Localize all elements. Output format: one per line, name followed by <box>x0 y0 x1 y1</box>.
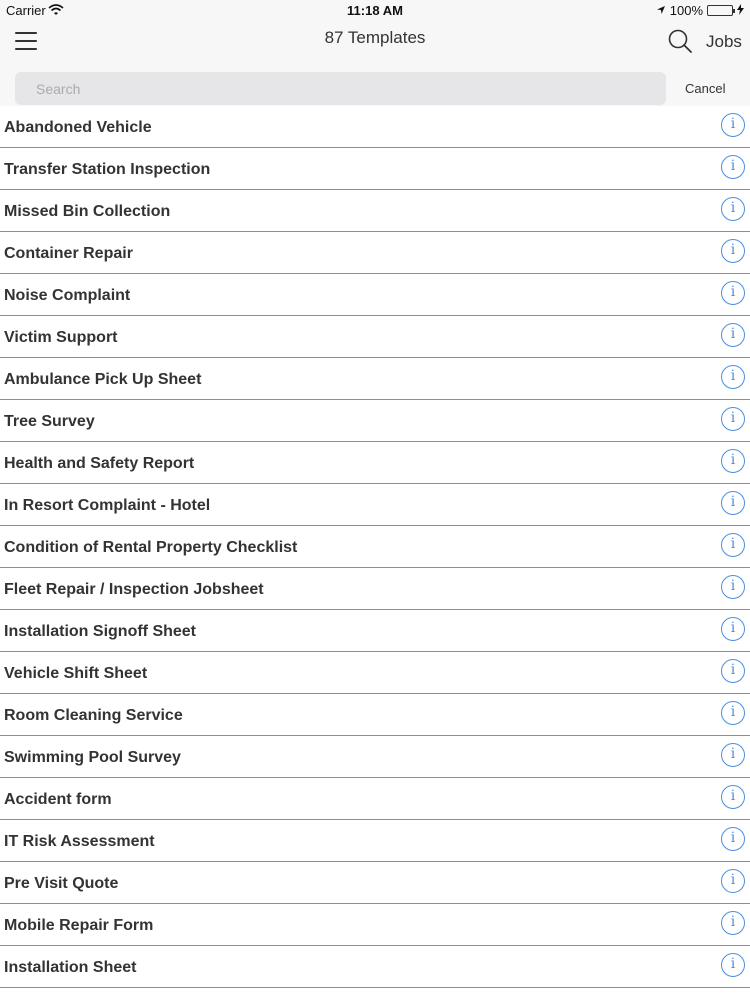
info-icon[interactable]: i <box>721 911 745 935</box>
template-name: In Resort Complaint - Hotel <box>4 497 211 514</box>
info-icon[interactable]: i <box>721 575 745 599</box>
template-name: Vehicle Shift Sheet <box>4 665 148 682</box>
status-bar <box>0 0 750 22</box>
hamburger-menu-icon[interactable] <box>15 32 37 50</box>
search-icon[interactable] <box>666 28 694 56</box>
template-row[interactable] <box>0 442 750 484</box>
template-name: Victim Support <box>4 329 118 346</box>
template-row[interactable] <box>0 610 750 652</box>
info-icon[interactable]: i <box>721 323 745 347</box>
template-row[interactable] <box>0 568 750 610</box>
menu-line <box>15 48 37 50</box>
template-name: Abandoned Vehicle <box>4 119 152 136</box>
template-row[interactable] <box>0 862 750 904</box>
template-row[interactable] <box>0 904 750 946</box>
info-icon[interactable]: i <box>721 155 745 179</box>
info-icon[interactable]: i <box>721 869 745 893</box>
template-name: Installation Signoff Sheet <box>4 623 197 640</box>
template-name: Ambulance Pick Up Sheet <box>4 371 202 388</box>
template-row[interactable] <box>0 526 750 568</box>
template-name: Swimming Pool Survey <box>4 749 181 766</box>
template-name: Transfer Station Inspection <box>4 161 211 178</box>
location-arrow-icon <box>656 3 666 18</box>
info-icon[interactable]: i <box>721 449 745 473</box>
template-name: Installation Sheet <box>4 959 137 976</box>
template-name: Fleet Repair / Inspection Jobsheet <box>4 581 264 598</box>
info-icon[interactable]: i <box>721 407 745 431</box>
template-name: Missed Bin Collection <box>4 203 171 220</box>
template-name: Pre Visit Quote <box>4 875 119 892</box>
template-row[interactable] <box>0 148 750 190</box>
info-icon[interactable]: i <box>721 281 745 305</box>
info-icon[interactable]: i <box>721 491 745 515</box>
menu-line <box>15 40 37 42</box>
page-title: 87 Templates <box>324 28 426 47</box>
template-list <box>0 106 750 988</box>
info-icon[interactable]: i <box>721 827 745 851</box>
template-row[interactable] <box>0 946 750 988</box>
template-name: Accident form <box>4 791 112 808</box>
template-row[interactable] <box>0 694 750 736</box>
template-row[interactable] <box>0 316 750 358</box>
template-name: Health and Safety Report <box>4 455 195 472</box>
carrier-label: Carrier <box>6 3 46 18</box>
template-name: Condition of Rental Property Checklist <box>4 539 298 556</box>
info-icon[interactable]: i <box>721 533 745 557</box>
template-name: Container Repair <box>4 245 133 262</box>
template-name: Tree Survey <box>4 413 95 430</box>
navigation-bar <box>0 22 750 62</box>
battery-icon <box>707 5 733 16</box>
template-row[interactable] <box>0 652 750 694</box>
template-name: IT Risk Assessment <box>4 833 155 850</box>
template-row[interactable] <box>0 232 750 274</box>
jobs-button[interactable]: Jobs <box>706 32 742 51</box>
template-name: Room Cleaning Service <box>4 707 183 724</box>
info-icon[interactable]: i <box>721 239 745 263</box>
template-name: Noise Complaint <box>4 287 131 304</box>
template-row[interactable] <box>0 736 750 778</box>
template-row[interactable] <box>0 820 750 862</box>
info-icon[interactable]: i <box>721 365 745 389</box>
template-row[interactable] <box>0 274 750 316</box>
info-icon[interactable]: i <box>721 617 745 641</box>
cancel-button[interactable]: Cancel <box>685 81 726 96</box>
info-icon[interactable]: i <box>721 743 745 767</box>
template-row[interactable] <box>0 484 750 526</box>
battery-percent: 100% <box>669 3 703 18</box>
search-bar <box>0 62 750 112</box>
info-icon[interactable]: i <box>721 113 745 137</box>
search-input[interactable] <box>15 72 666 105</box>
info-icon[interactable]: i <box>721 953 745 977</box>
info-icon[interactable]: i <box>721 701 745 725</box>
template-row[interactable] <box>0 106 750 148</box>
info-icon[interactable]: i <box>721 197 745 221</box>
menu-line <box>15 32 37 34</box>
template-row[interactable] <box>0 778 750 820</box>
template-name: Mobile Repair Form <box>4 917 154 934</box>
clock: 11:18 AM <box>347 3 403 18</box>
info-icon[interactable]: i <box>721 659 745 683</box>
charging-bolt-icon <box>737 3 744 18</box>
template-row[interactable] <box>0 400 750 442</box>
status-right <box>656 3 744 18</box>
info-icon[interactable]: i <box>721 785 745 809</box>
template-row[interactable] <box>0 358 750 400</box>
template-row[interactable] <box>0 190 750 232</box>
